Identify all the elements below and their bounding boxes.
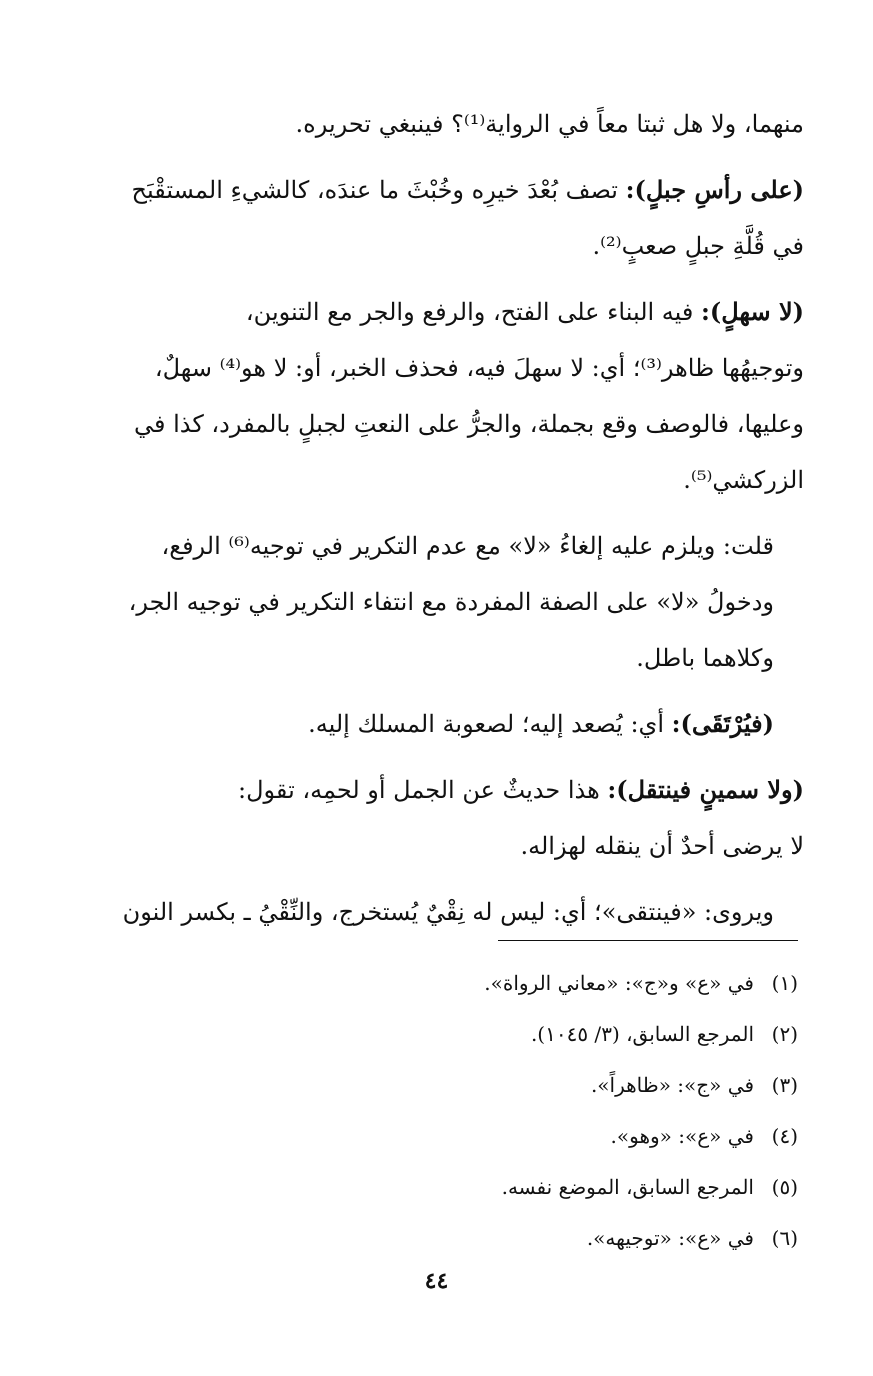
line-text: هذا حديثٌ عن الجمل أو لحمِه، تقول: [238,776,600,804]
gloss-lemma: (لا سهلٍ): [701,297,804,326]
footnote [86,1009,798,1060]
text-line [86,396,804,452]
footnote-text: المرجع السابق، (٣/ ١٠٤٥). [530,1022,754,1046]
paragraph [86,518,804,686]
text-line [86,218,804,274]
line-text: وتوجيهُها ظاهر⁽³⁾؛ أي: لا سهلَ فيه، فحذف الخبر، أو: لا هو⁽⁴⁾ سهلٌ، [154,354,804,382]
footnote-number: (٤) [771,1124,798,1148]
footnote-number: (٥) [771,1175,798,1199]
line-text: قلت: ويلزم عليه إلغاءُ «لا» مع عدم التكرير في توجيه⁽⁶⁾ الرفع، [161,532,774,560]
text-line [86,284,804,340]
text-line [86,762,804,818]
text-line [86,884,804,940]
main-text [86,96,804,950]
line-text: لا يرضى أحدٌ أن ينقله لهزاله. [520,832,804,860]
footnote-text: في «ع» و«ج»: «معاني الرواة». [484,971,754,995]
paragraph [86,162,804,274]
text-line [86,518,804,574]
line-text: في قُلَّةِ جبلٍ صعبٍ⁽²⁾. [592,232,804,260]
line-text: تصف بُعْدَ خيرِه وخُبْثَ ما عندَه، كالشيءِ المستقْبَح [131,176,618,204]
footnote-text: في «ع»: «توجيهه». [586,1226,754,1250]
gloss-lemma: (فيُرْتَقَى): [671,709,774,738]
text-line [86,818,804,874]
line-text: أي: يُصعد إليه؛ لصعوبة المسلك إليه. [308,710,664,738]
gloss-lemma: (على رأسِ جبلٍ): [625,175,804,204]
paragraph [86,884,804,940]
footnote [86,1162,798,1213]
footnote [86,958,798,1009]
line-text: فيه البناء على الفتح، والرفع والجر مع التنوين، [245,298,694,326]
text-line [86,340,804,396]
footnote-text: في «ج»: «ظاهراً». [590,1073,754,1097]
text-line [86,630,804,686]
line-text: ودخولُ «لا» على الصفة المفردة مع انتفاء التكرير في توجيه الجر، [128,588,774,616]
footnote-separator [498,940,798,941]
text-line [86,452,804,508]
paragraph [86,284,804,508]
footnote-number: (٣) [771,1073,798,1097]
footnote [86,1111,798,1162]
text-line [86,696,804,752]
line-text: منهما، ولا هل ثبتا معاً في الرواية⁽¹⁾؟ فينبغي تحريره. [295,110,804,138]
text-line [86,162,804,218]
footnote-number: (٦) [771,1226,798,1250]
paragraph [86,696,804,752]
footnote-number: (١) [771,971,798,995]
gloss-lemma: (ولا سمينٍ فينتقل): [607,775,804,804]
text-line [86,96,804,152]
line-text: ويروى: «فينتقى»؛ أي: ليس له نِقْيٌ يُستخرج، والنِّقْيُ ـ بكسر النون [122,898,774,926]
page-number: ٤٤ [424,1268,449,1294]
footnote [86,1213,798,1264]
paragraph [86,762,804,874]
line-text: الزركشي⁽⁵⁾. [683,466,804,494]
paragraph [86,96,804,152]
text-line [86,574,804,630]
footnote-text: في «ع»: «وهو». [610,1124,754,1148]
line-text: وكلاهما باطل. [636,644,774,672]
footnote [86,1060,798,1111]
footnote-text: المرجع السابق، الموضع نفسه. [501,1175,754,1199]
line-text: وعليها، فالوصف وقع بجملة، والجرُّ على النعتِ لجبلٍ بالمفرد، كذا في [134,410,804,438]
footnote-number: (٢) [771,1022,798,1046]
footnotes [86,958,798,1264]
